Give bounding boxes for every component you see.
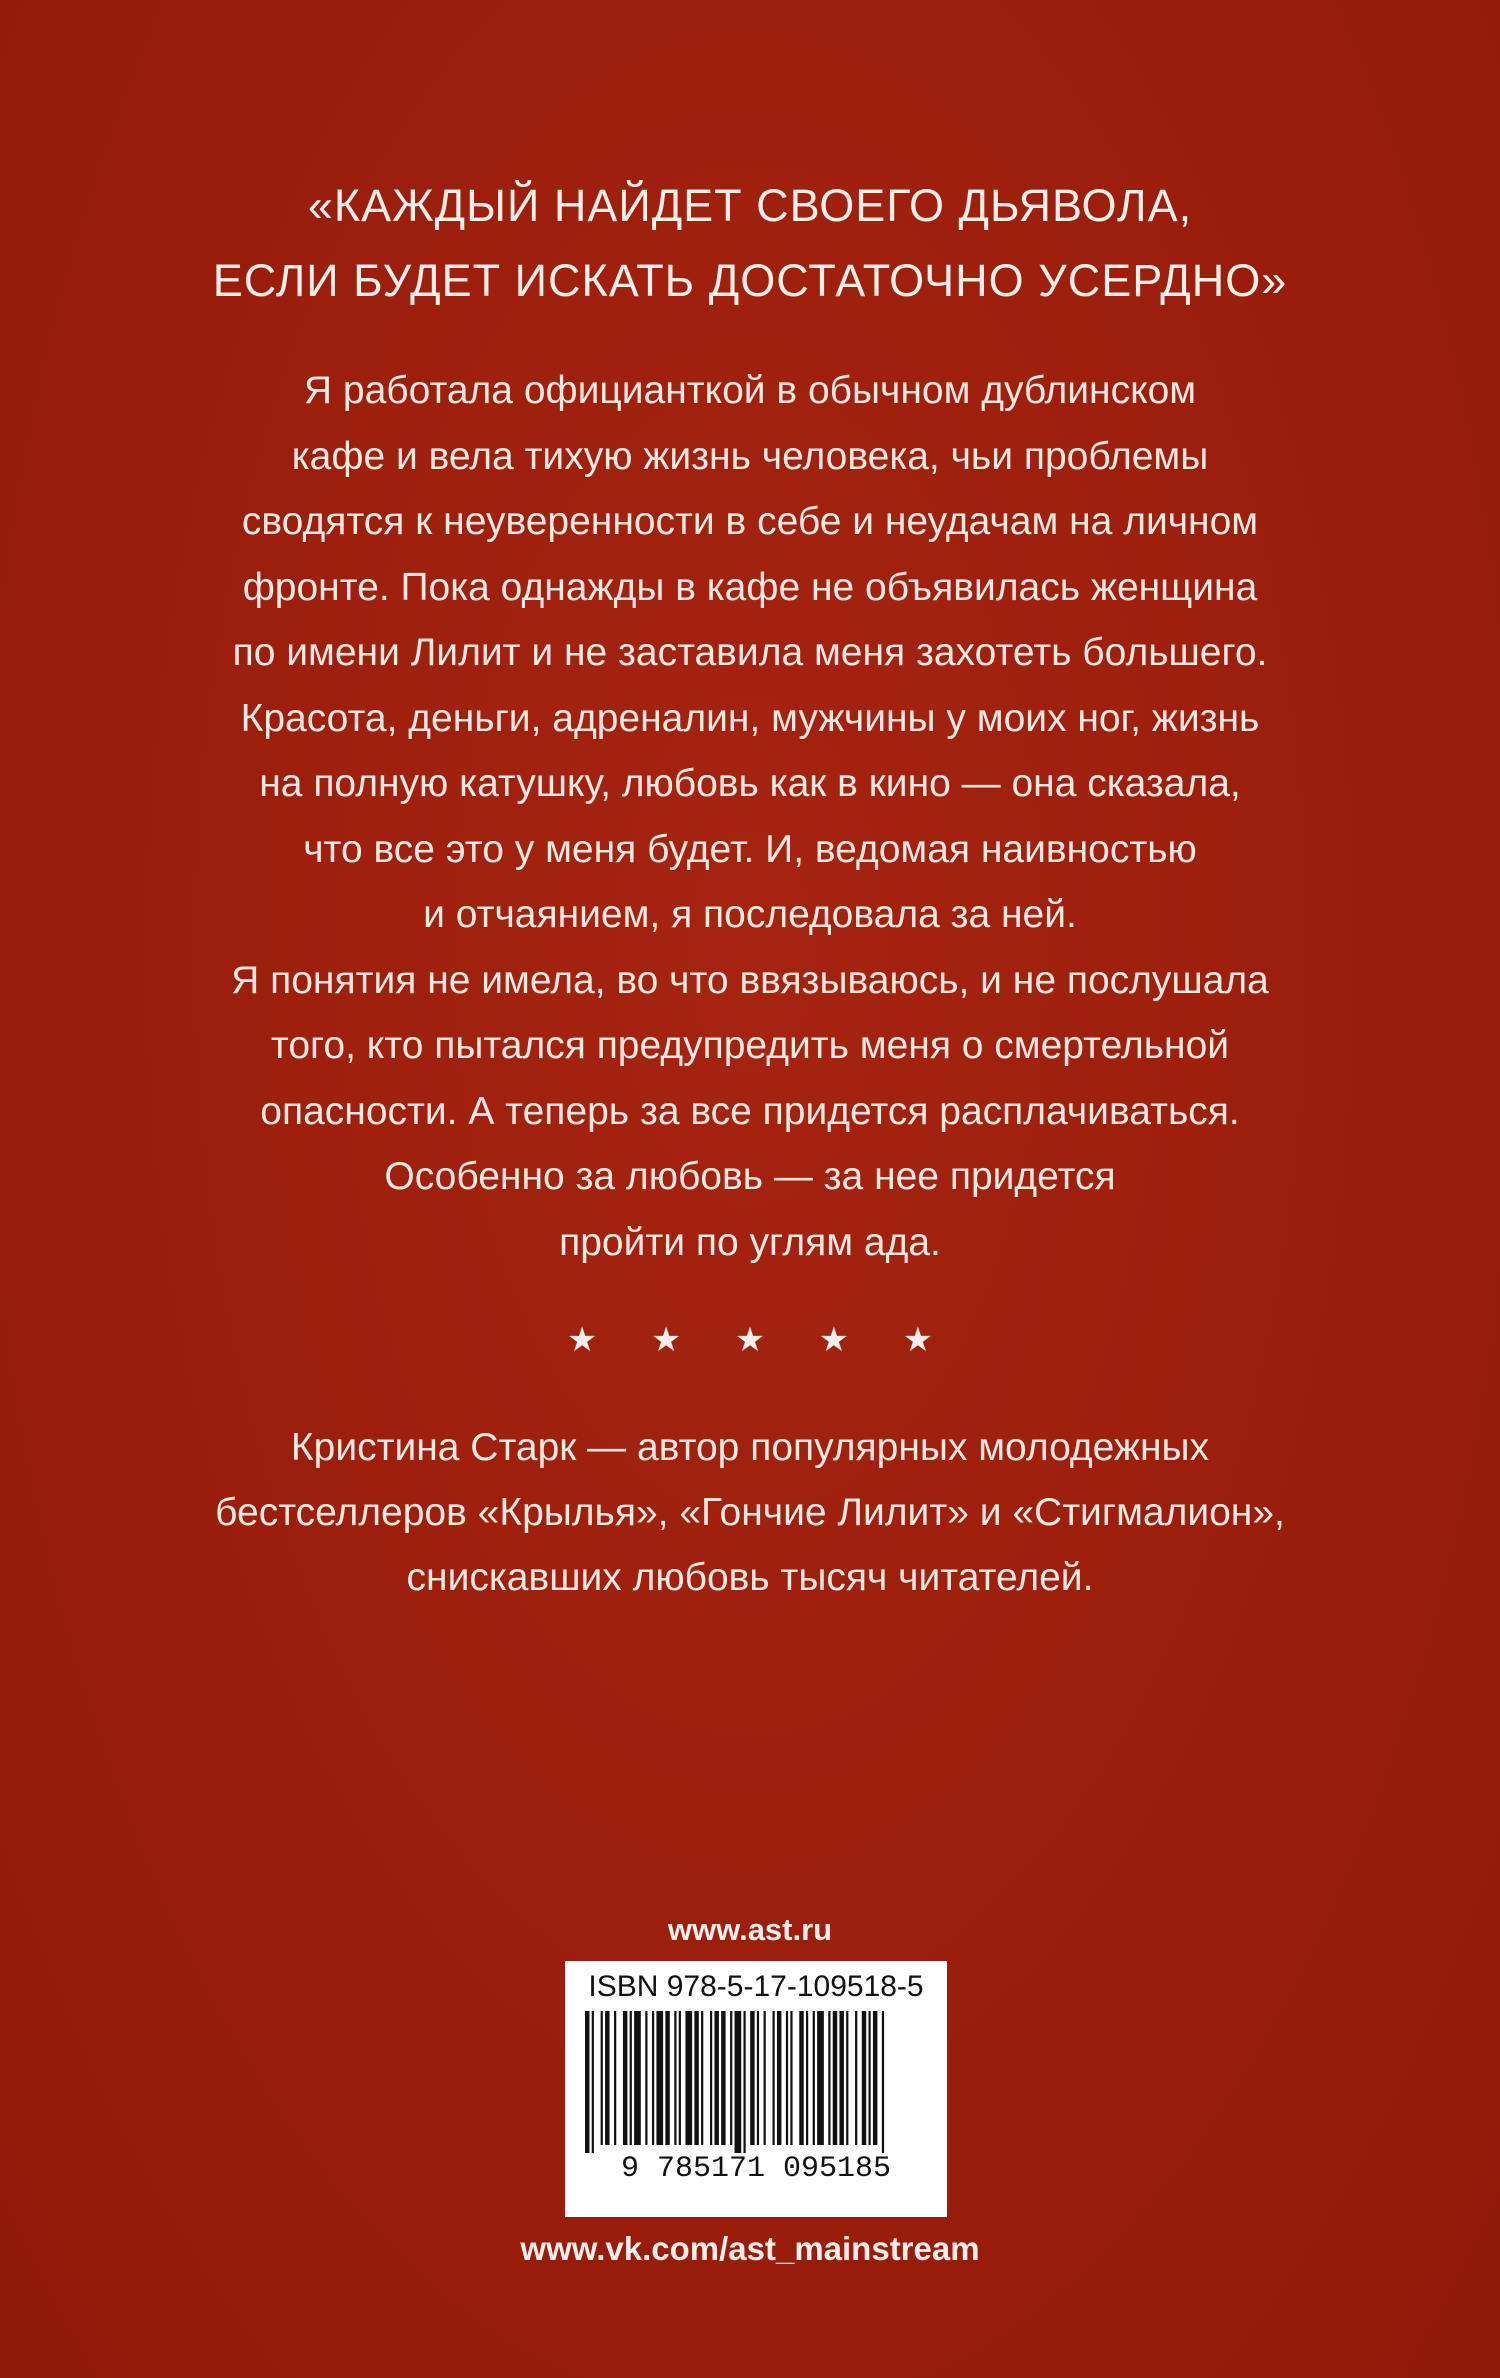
barcode-bar bbox=[790, 2011, 792, 2145]
book-blurb bbox=[150, 358, 1350, 1275]
barcode-bar bbox=[701, 2011, 703, 2145]
barcode-bar bbox=[799, 2011, 803, 2145]
barcode-bar bbox=[882, 2011, 884, 2153]
barcode-bar bbox=[634, 2011, 641, 2145]
isbn-label: ISBN 978-5-17-109518-5 bbox=[588, 1970, 924, 2003]
barcode-bar bbox=[839, 2011, 843, 2145]
barcode-bar bbox=[685, 2011, 692, 2145]
barcode-bar bbox=[721, 2011, 725, 2145]
barcode-bar bbox=[813, 2011, 815, 2145]
blurb-line: на полную катушку, любовь как в кино — она сказала, bbox=[259, 762, 1241, 805]
barcode-bar bbox=[772, 2011, 774, 2145]
star-separator: ★ ★ ★ ★ ★ bbox=[566, 1321, 956, 1359]
barcode-bar bbox=[592, 2011, 594, 2153]
social-url: www.vk.com/ast_mainstream bbox=[520, 2230, 980, 2267]
barcode-bar bbox=[652, 2011, 654, 2145]
author-line: снискавших любовь тысяч читателей. bbox=[406, 1556, 1094, 1599]
barcode-bar bbox=[674, 2011, 676, 2145]
blurb-line: что все это у меня будет. И, ведомая наивностью bbox=[303, 827, 1197, 871]
author-line: бестселлеров «Крылья», «Гончие Лилит» и «Стигмалион», bbox=[215, 1491, 1285, 1534]
blurb-line: того, кто пытался предупредить меня о смертельной bbox=[270, 1024, 1230, 1067]
barcode-bar bbox=[605, 2011, 609, 2145]
barcode-bar bbox=[806, 2011, 808, 2145]
barcode-bar bbox=[855, 2011, 857, 2145]
barcode-bar bbox=[743, 2011, 745, 2153]
barcode-bars bbox=[577, 2011, 935, 2153]
barcode-bar bbox=[786, 2011, 788, 2145]
blurb-line: фронте. Пока однажды в кафе не объявилась женщина bbox=[242, 565, 1258, 609]
barcode-bar bbox=[645, 2011, 647, 2145]
tagline-quote bbox=[150, 168, 1350, 318]
barcode-bar bbox=[585, 2011, 589, 2153]
barcode-digits: 9 785171 095185 bbox=[620, 2152, 892, 2186]
blurb-line: Особенно за любовь — за нее придется bbox=[384, 1155, 1116, 1198]
tagline-line: «КАЖДЫЙ НАЙДЕТ СВОЕГО ДЬЯВОЛА, bbox=[307, 180, 1193, 231]
author-line: Кристина Старк — автор популярных молодежных bbox=[290, 1426, 1210, 1469]
barcode-bar bbox=[665, 2011, 669, 2145]
barcode-bar bbox=[828, 2011, 830, 2145]
blurb-line: кафе и вела тихую жизнь человека, чьи проблемы bbox=[291, 434, 1209, 478]
barcode-bar bbox=[623, 2011, 627, 2145]
barcode-bar bbox=[735, 2011, 742, 2153]
blurb-line: Я понятия не имела, во что ввязываюсь, и не послушала bbox=[231, 958, 1269, 1002]
barcode-bar bbox=[764, 2011, 766, 2145]
tagline-line: ЕСЛИ БУДЕТ ИСКАТЬ ДОСТАТОЧНО УСЕРДНО» bbox=[212, 255, 1288, 306]
barcode-bar bbox=[862, 2011, 866, 2145]
publisher-url: www.ast.ru bbox=[667, 1912, 833, 1947]
author-note bbox=[150, 1415, 1350, 1610]
barcode-bar bbox=[601, 2011, 603, 2145]
blurb-line: Красота, деньги, адреналин, мужчины у моих ног, жизнь bbox=[240, 696, 1260, 740]
barcode-bar bbox=[694, 2011, 698, 2145]
isbn-barcode bbox=[565, 1961, 947, 2217]
barcode-bar bbox=[833, 2011, 837, 2145]
barcode-bar bbox=[614, 2011, 616, 2145]
barcode-bar bbox=[757, 2011, 759, 2145]
barcode-bar bbox=[710, 2011, 712, 2145]
barcode-bar bbox=[679, 2011, 681, 2145]
barcode-bar bbox=[817, 2011, 824, 2145]
barcode-bar bbox=[656, 2011, 663, 2145]
barcode-bar bbox=[846, 2011, 848, 2145]
blurb-line: по имени Лилит и не заставила меня захотеть большего. bbox=[232, 631, 1268, 674]
blurb-line: Я работала официанткой в обычном дублинском bbox=[303, 369, 1197, 412]
blurb-line: сводятся к неуверенности в себе и неудачам на личном bbox=[241, 500, 1259, 543]
blurb-line: пройти по углям ада. bbox=[559, 1220, 941, 1264]
barcode-bar bbox=[630, 2011, 632, 2145]
barcode-bar bbox=[750, 2011, 754, 2145]
blurb-line: и отчаянием, я последовала за ней. bbox=[423, 893, 1077, 936]
blurb-line: опасности. А теперь за все придется расплачиваться. bbox=[260, 1089, 1240, 1133]
barcode-bar bbox=[730, 2011, 732, 2145]
barcode-bar bbox=[714, 2011, 718, 2145]
barcode-bar bbox=[873, 2011, 877, 2145]
barcode-bar bbox=[868, 2011, 870, 2145]
barcode-bar bbox=[777, 2011, 781, 2145]
